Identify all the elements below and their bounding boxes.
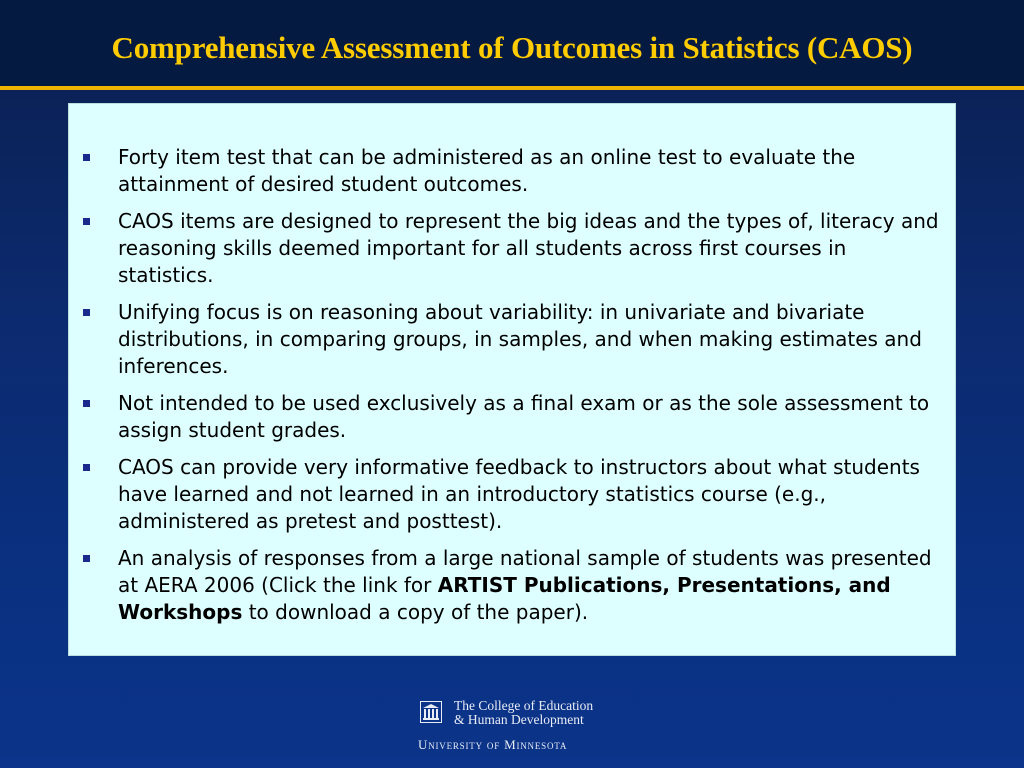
college-name-line2: & Human Development bbox=[454, 712, 584, 727]
square-bullet-icon bbox=[83, 464, 90, 471]
content-panel bbox=[68, 103, 956, 656]
slide-title: Comprehensive Assessment of Outcomes in Statistics (CAOS) bbox=[111, 30, 913, 65]
bullet-item bbox=[81, 208, 941, 289]
university-name: University of Minnesota bbox=[418, 737, 568, 752]
bullet-text: Unifying focus is on reasoning about variability: in univariate and bivariate distributions, in comparing groups, in samples, and when making estimates and inferences. bbox=[118, 300, 922, 378]
building-columns-icon bbox=[420, 701, 442, 723]
college-name-line1: The College of Education bbox=[454, 698, 594, 713]
square-bullet-icon bbox=[83, 154, 90, 161]
footer-logo-block bbox=[418, 697, 638, 757]
bullet-item bbox=[81, 390, 941, 444]
square-bullet-icon bbox=[83, 309, 90, 316]
bullet-list bbox=[81, 144, 941, 636]
bullet-item bbox=[81, 545, 941, 626]
bullet-item bbox=[81, 454, 941, 535]
bullet-item bbox=[81, 144, 941, 198]
bullet-text-after: to download a copy of the paper). bbox=[242, 600, 589, 624]
artist-publications-link[interactable]: ARTIST Publications, Presentations, and Workshops bbox=[118, 573, 891, 624]
bullet-text: CAOS can provide very informative feedback to instructors about what students have learned and not learned in an introductory statistics course (e.g., administered as pretest and posttest). bbox=[118, 455, 920, 533]
bullet-text: CAOS items are designed to represent the big ideas and the types of, literacy and reasoning skills deemed important for all students across first courses in statistics. bbox=[118, 209, 939, 287]
bullet-text: Not intended to be used exclusively as a final exam or as the sole assessment to assign student grades. bbox=[118, 391, 930, 442]
square-bullet-icon bbox=[83, 555, 90, 562]
title-underline bbox=[0, 86, 1024, 90]
square-bullet-icon bbox=[83, 218, 90, 225]
square-bullet-icon bbox=[83, 400, 90, 407]
bullet-text: Forty item test that can be administered as an online test to evaluate the attainment of desired student outcomes. bbox=[118, 145, 856, 196]
bullet-text-before: An analysis of responses from a large national sample of students was presented at AERA 2006 (Click the link for bbox=[118, 546, 932, 597]
bullet-item bbox=[81, 299, 941, 380]
